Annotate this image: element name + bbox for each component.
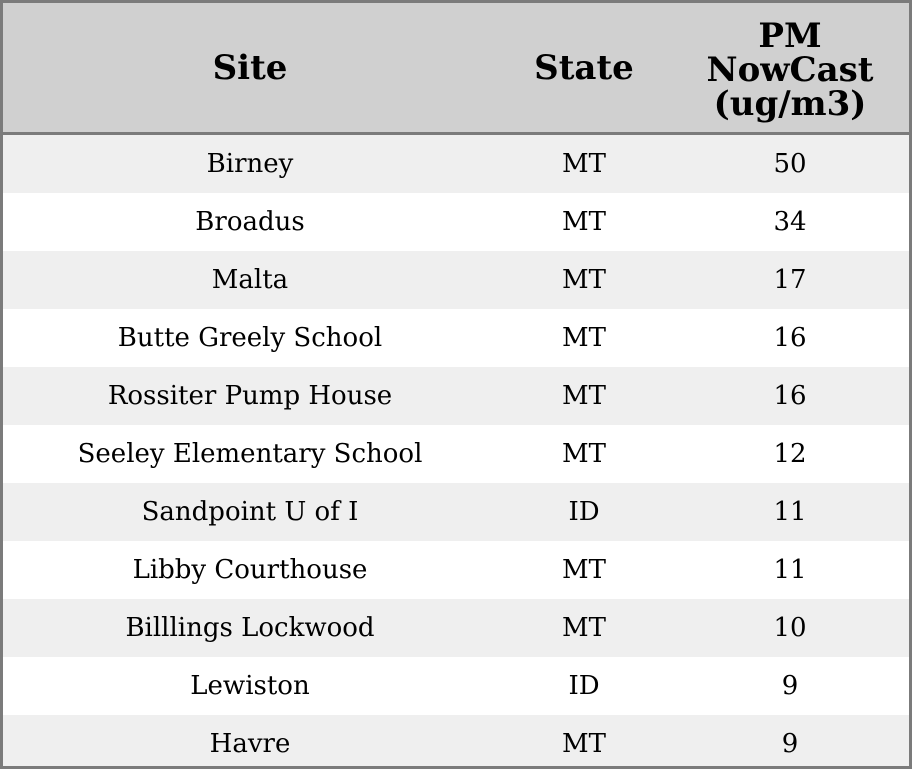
header-pm-line1: PM <box>758 15 822 56</box>
header-pm-nowcast <box>671 3 909 134</box>
table-row <box>3 309 909 367</box>
cell-pm: 16 <box>671 367 909 425</box>
cell-pm: 17 <box>671 251 909 309</box>
cell-site: Billlings Lockwood <box>3 599 497 657</box>
cell-state: MT <box>497 425 671 483</box>
cell-state: MT <box>497 193 671 251</box>
cell-state: MT <box>497 599 671 657</box>
cell-state: MT <box>497 715 671 769</box>
cell-pm: 10 <box>671 599 909 657</box>
pm-nowcast-table <box>3 3 909 769</box>
cell-state: MT <box>497 251 671 309</box>
cell-site: Libby Courthouse <box>3 541 497 599</box>
cell-site: Rossiter Pump House <box>3 367 497 425</box>
cell-pm: 11 <box>671 541 909 599</box>
cell-pm: 50 <box>671 134 909 194</box>
table-row <box>3 715 909 769</box>
header-row <box>3 3 909 134</box>
table-row <box>3 193 909 251</box>
header-pm-line2: NowCast <box>706 49 874 90</box>
table-row <box>3 425 909 483</box>
cell-state: MT <box>497 367 671 425</box>
cell-site: Lewiston <box>3 657 497 715</box>
header-state: State <box>497 3 671 134</box>
cell-site: Havre <box>3 715 497 769</box>
table-row <box>3 483 909 541</box>
table-row <box>3 599 909 657</box>
cell-pm: 12 <box>671 425 909 483</box>
cell-state: ID <box>497 657 671 715</box>
cell-site: Broadus <box>3 193 497 251</box>
cell-state: ID <box>497 483 671 541</box>
cell-state: MT <box>497 134 671 194</box>
header-pm-line3: (ug/m3) <box>713 83 867 124</box>
cell-site: Seeley Elementary School <box>3 425 497 483</box>
cell-site: Butte Greely School <box>3 309 497 367</box>
header-site: Site <box>3 3 497 134</box>
cell-pm: 9 <box>671 715 909 769</box>
cell-site: Birney <box>3 134 497 194</box>
table-row <box>3 657 909 715</box>
table-header <box>3 3 909 134</box>
table-row <box>3 541 909 599</box>
cell-pm: 9 <box>671 657 909 715</box>
cell-state: MT <box>497 309 671 367</box>
cell-site: Sandpoint U of I <box>3 483 497 541</box>
cell-state: MT <box>497 541 671 599</box>
table-body <box>3 134 909 769</box>
table-row <box>3 367 909 425</box>
cell-site: Malta <box>3 251 497 309</box>
table-row <box>3 251 909 309</box>
cell-pm: 16 <box>671 309 909 367</box>
cell-pm: 34 <box>671 193 909 251</box>
cell-pm: 11 <box>671 483 909 541</box>
table-row <box>3 134 909 194</box>
